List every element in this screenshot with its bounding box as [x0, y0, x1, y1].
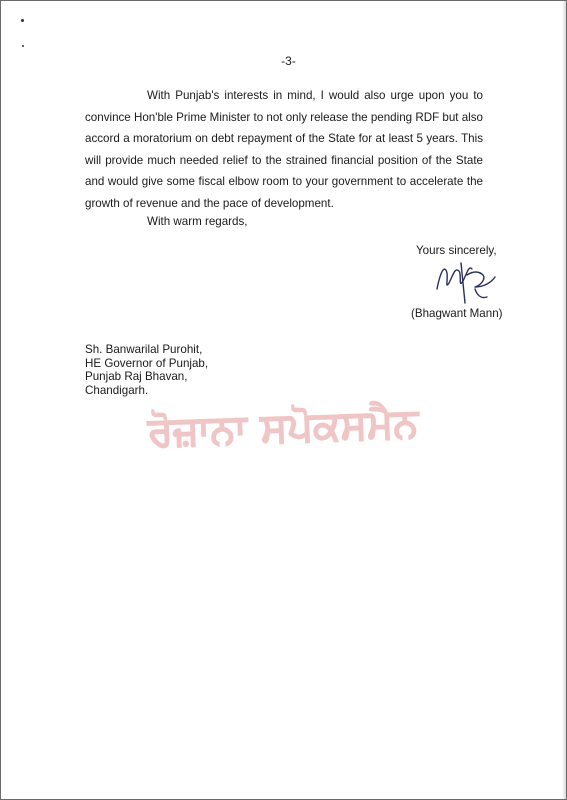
signature-strokes	[437, 263, 495, 303]
watermark-text: ਰੋਜ਼ਾਨਾ ਸਪੋਕਸਮੈਨ	[147, 400, 420, 456]
signatory-name: (Bhagwant Mann)	[411, 307, 503, 320]
signature-stroke	[437, 268, 472, 289]
page-number: -3-	[281, 54, 296, 68]
signature-stroke	[475, 289, 487, 298]
yours-sincerely: Yours sincerely,	[416, 244, 497, 257]
newspaper-watermark-logo	[92, 380, 474, 469]
letter-body-paragraph: With Punjab's interests in mind, I would also urge upon you to convince Hon'ble Prime Minister to not only release the pending RDF but also accord a moratorium on debt repayment of the State for at least 5 years. This will provide much needed relief to the strained financial position of the State and would give some fiscal elbow room to your government to accelerate the growth of revenue and the pace of development.	[85, 89, 483, 210]
page-edge-shadow	[562, 1, 566, 799]
scan-dot-mark	[21, 19, 24, 22]
addressee-line: Chandigarh.	[85, 383, 149, 397]
scan-dot-mark	[22, 45, 24, 47]
addressee-line: Sh. Banwarilal Purohit,	[85, 343, 203, 356]
closing-regards: With warm regards,	[147, 215, 248, 228]
addressee-line: HE Governor of Punjab,	[85, 356, 209, 370]
signature-stroke	[467, 272, 495, 287]
addressee-line: Punjab Raj Bhavan,	[85, 370, 188, 384]
handwritten-signature	[431, 259, 501, 305]
